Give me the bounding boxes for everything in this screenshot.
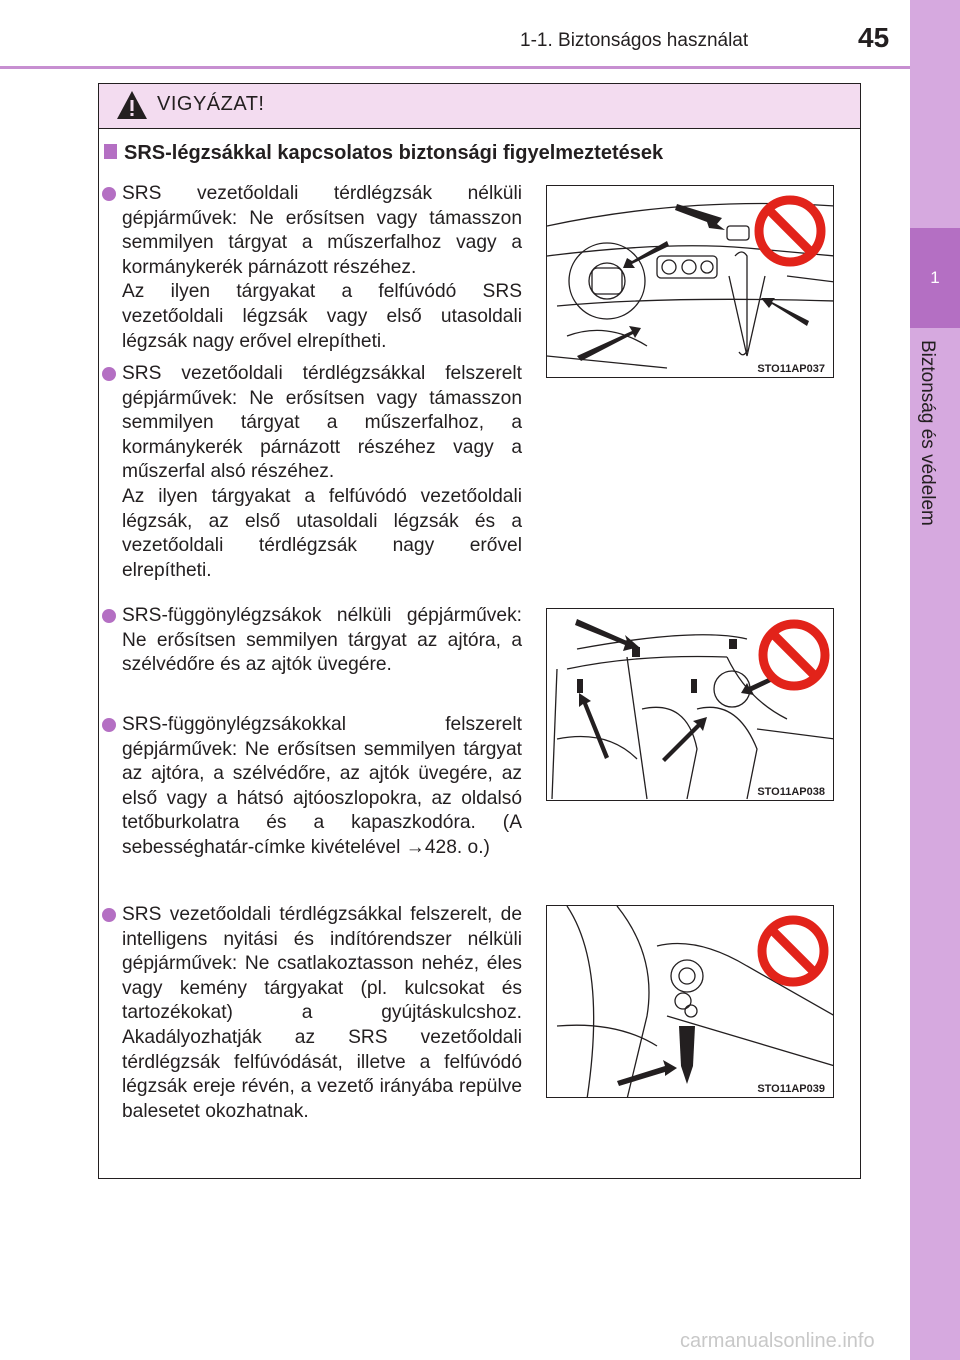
figure-dashboard xyxy=(546,185,834,378)
warning-triangle-icon xyxy=(115,89,149,121)
bullet-paragraph: Az ilyen tárgyakat a felfúvódó vezetőoldali légzsák, az első utasoldali légzsák és a vezetőoldali térdlégzsák nagy erővel elrepítheti. xyxy=(122,485,522,581)
figure-ignition xyxy=(546,905,834,1098)
bullet-paragraph: SRS vezetőoldali térdlégzsákkal felszerelt, de intelligens nyitási és indítórendszer nélküli gépjárművek: Ne csatlakoztasson nehéz, éles vagy kemény tárgyakat (pl. kulcsokat és tartozékokat) a gyújtáskulcshoz. Akadályozhatják az SRS vezetőoldali térdlégzsák felfúvódását, illetve a felfúvódó légzsák ereje révén, a vezető irányába repülve balesetet okozhatnak. xyxy=(122,904,522,1122)
list-item xyxy=(122,604,522,678)
figure-code: STO11AP039 xyxy=(757,1083,825,1095)
figure-code: STO11AP038 xyxy=(757,786,825,798)
bullet-paragraph: SRS-függönylégzsákokkal felszerelt gépjárművek: Ne erősítsen semmilyen tárgyat az ajtóra, a szélvédőre, az ajtók üvegére, az első vagy a hátsó ajtóoszlopokra, az oldalsó tetőburkolatra és a kapaszkodóra. (A sebességhatár-címke kivételével →428. o.) xyxy=(122,714,522,858)
ignition-illustration xyxy=(547,906,834,1098)
chapter-title: Biztonság és védelem xyxy=(917,340,938,526)
warning-title: VIGYÁZAT! xyxy=(157,93,265,115)
list-item xyxy=(122,362,522,583)
watermark-text: carmanualsonline.info xyxy=(680,1330,875,1352)
list-item xyxy=(122,182,522,354)
list-item xyxy=(122,903,522,1124)
interior-illustration xyxy=(547,609,834,801)
list-item xyxy=(122,713,522,861)
header-rule xyxy=(0,66,910,69)
dashboard-illustration xyxy=(547,186,834,378)
chapter-number: 1 xyxy=(930,268,940,287)
section-title: 1-1. Biztonságos használat xyxy=(520,30,749,51)
bullet-paragraph: SRS-függönylégzsákok nélküli gépjárművek: Ne erősítsen semmilyen tárgyat az ajtóra, a szélvédőre és az ajtók üvegére. xyxy=(122,605,522,676)
bullet-icon xyxy=(102,609,116,623)
bullet-icon xyxy=(102,187,116,201)
sidebar xyxy=(910,0,960,1360)
bullet-paragraph: Az ilyen tárgyakat a felfúvódó SRS vezetőoldali légzsák vagy első utasoldali légzsák nagy erővel elrepítheti. xyxy=(122,281,522,352)
bullet-icon xyxy=(102,367,116,381)
warning-subheading: SRS-légzsákkal kapcsolatos biztonsági figyelmeztetések xyxy=(124,142,664,164)
subheading-marker xyxy=(104,144,117,159)
page-number: 45 xyxy=(858,22,890,53)
bullet-paragraph: SRS vezetőoldali térdlégzsákkal felszerelt gépjárművek: Ne erősítsen vagy támasszon semmilyen tárgyat a műszerfalhoz, a kormánykerék párnázott részéhez vagy a műszerfal alsó részéhez. xyxy=(122,363,522,483)
bullet-icon xyxy=(102,718,116,732)
figure-interior xyxy=(546,608,834,801)
bullet-paragraph: SRS vezetőoldali térdlégzsák nélküli gépjárművek: Ne erősítsen vagy támasszon semmilyen tárgyat a műszerfalhoz vagy a kormánykerék párnázott részéhez. xyxy=(122,183,522,278)
warning-header xyxy=(99,84,860,129)
bullet-icon xyxy=(102,908,116,922)
figure-code: STO11AP037 xyxy=(757,363,825,375)
